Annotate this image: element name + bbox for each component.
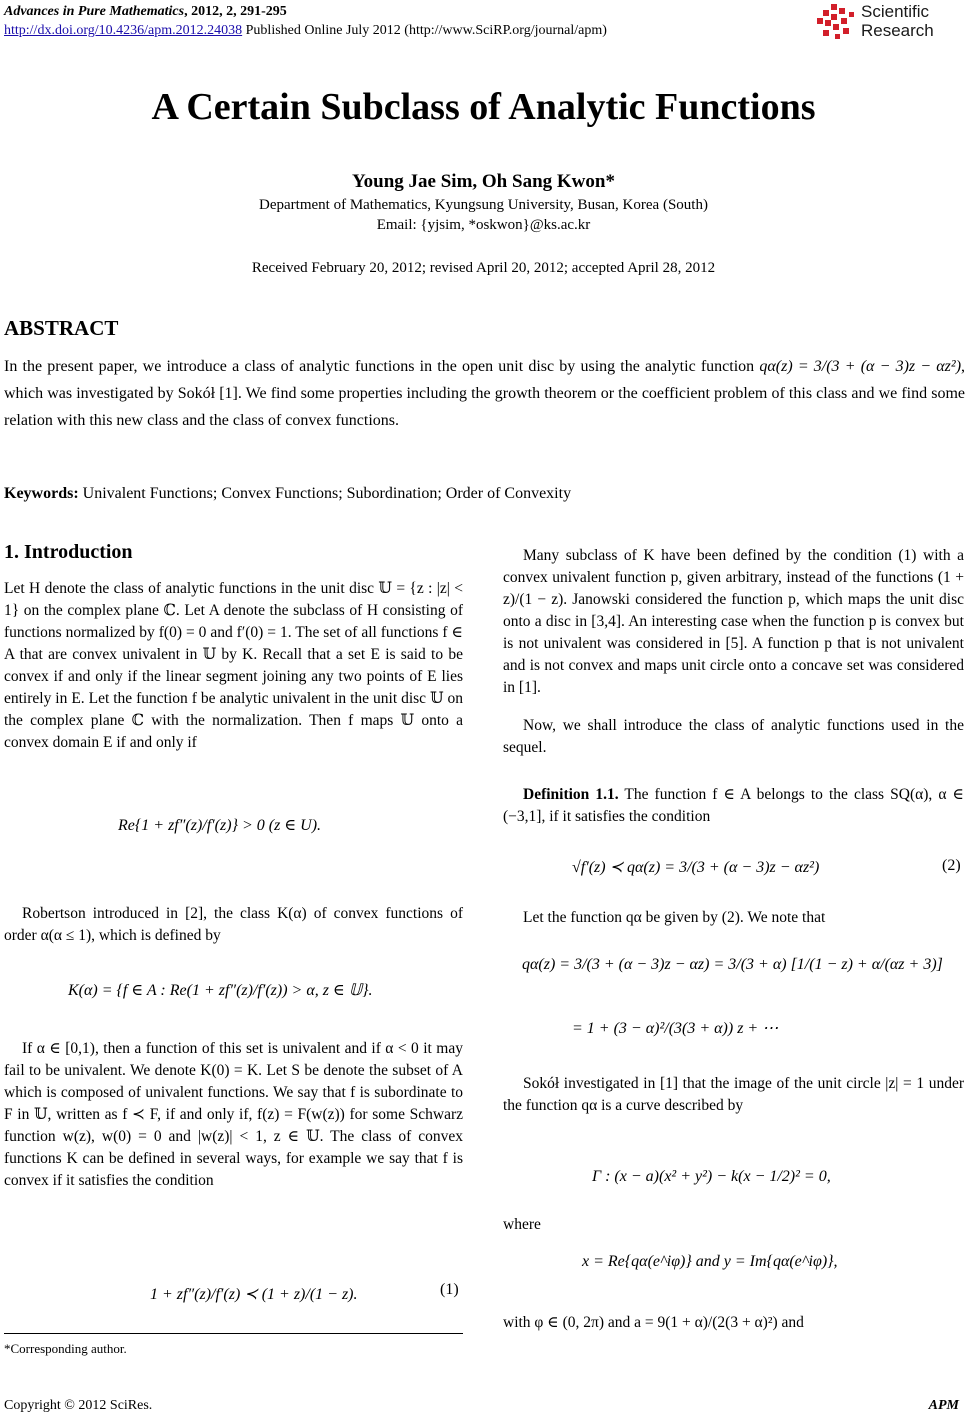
right-paragraph-4: Sokół investigated in [1] that the image of the unit circle |z| = 1 under the function qα is a curve described by (503, 1075, 964, 1114)
abstract-body (4, 353, 965, 434)
equation-3b: = 1 + (3 − α)²/(3(3 + α)) z + ⋯ (572, 1020, 779, 1037)
equation-1-number: (1) (440, 1281, 459, 1298)
equation-gamma: Γ : (x − a)(x² + y²) − k(x − 1/2)² = 0, (592, 1168, 831, 1185)
scirp-logo-icon (817, 4, 857, 40)
copyright: Copyright © 2012 SciRes. (4, 1398, 153, 1413)
doi-link[interactable]: http://dx.doi.org/10.4236/apm.2012.24038 (4, 23, 243, 38)
abstract-text-2: , which was investigated by Sokół [1]. We find some properties including the growth theorem or the coefficient problem of this class and we find some relation with this new class and the class of convex functions. (4, 358, 966, 429)
equation-order: K(α) = {f ∈ A : Re(1 + zf″(z)/f′(z)) > α, z ∈ 𝕌}. (68, 982, 373, 999)
footnote-rule (4, 1333, 463, 1334)
journal-header (4, 2, 607, 40)
publication-info: Published Online July 2012 (http://www.SciRP.org/journal/apm) (245, 23, 607, 38)
keywords-text: Univalent Functions; Convex Functions; Subordination; Order of Convexity (82, 485, 572, 502)
abstract-text-1: In the present paper, we introduce a class of analytic functions in the open unit disc by using the analytic function (4, 358, 755, 375)
equation-1: 1 + zf″(z)/f′(z) ≺ (1 + z)/(1 − z). (150, 1286, 358, 1303)
equation-xy: x = Re{qα(e^iφ)} and y = Im{qα(e^iφ)}, (582, 1253, 838, 1270)
equation-3a: qα(z) = 3/(3 + (α − 3)z − αz) = 3/(3 + α) [1/(1 − z) + α/(αz + 3)] (522, 956, 943, 973)
section-heading: 1. Introduction (4, 541, 133, 563)
affiliation: Department of Mathematics, Kyungsung University, Busan, Korea (South) (259, 197, 708, 213)
logo-line-1: Scientific (861, 2, 930, 21)
right-paragraph-1: Many subclass of K have been defined by the condition (1) with a convex univalent function p, given arbitrary, instead of the functions (1 + z)/(1 − z). Janowski considered the function p, which maps the unit disc onto a disc in [3,4]. An interesting case when the function p is convex but is not univalent was considered in [5]. A function p that is not univalent and is not convex and maps unit circle onto a concave set was considered in [1]. (503, 547, 964, 696)
email: Email: {yjsim, *oskwon}@ks.ac.kr (376, 217, 591, 233)
abstract-formula: qα(z) = 3/(3 + (α − 3)z − αz²) (759, 358, 962, 375)
where-label: where (503, 1216, 541, 1233)
right-paragraph-2: Now, we shall introduce the class of analytic functions used in the sequel. (503, 717, 964, 756)
intro-paragraph-3: If α ∈ [0,1), then a function of this set is univalent and if α < 0 it may fail to be univalent. We denote K(0) = K. Let S be denote the subset of A which is composed of univalent functions. We say that f is subordinate to F in 𝕌, written as f ≺ F, if and only if, f(z) = F(w(z)) for some Schwarz function w(z), w(0) = 0 and |w(z)| < 1, z ∈ 𝕌. The class of convex functions K can be defined in several ways, for example we say that f is convex if it satisfies the condition (4, 1040, 463, 1189)
paper-authors: Young Jae Sim, Oh Sang Kwon* (352, 171, 615, 192)
journal-name: Advances in Pure Mathematics (4, 4, 185, 19)
definition-label: Definition 1.1. (523, 786, 619, 803)
received-dates: Received February 20, 2012; revised April 20, 2012; accepted April 28, 2012 (251, 260, 716, 276)
right-paragraph-3: Let the function qα be given by (2). We note that (523, 909, 826, 926)
abstract-heading: ABSTRACT (4, 316, 119, 340)
publisher-logo (817, 2, 957, 42)
right-paragraph-with: with φ ∈ (0, 2π) and a = 9(1 + α)/(2(3 + α)²) and (503, 1314, 804, 1331)
paper-title: A Certain Subclass of Analytic Functions (151, 86, 816, 128)
journal-abbr: APM (928, 1398, 959, 1413)
intro-paragraph-2: Robertson introduced in [2], the class K(α) of convex functions of order α(α ≤ 1), which is defined by (4, 905, 463, 944)
keywords-label: Keywords: (4, 485, 79, 502)
definition-text: The function f ∈ A belongs to the class SQ(α), α ∈ (−3,1], if it satisfies the condition (503, 786, 964, 825)
footnote: *Corresponding author. (4, 1341, 127, 1356)
logo-line-2: Research (861, 21, 934, 40)
equation-2-number: (2) (942, 857, 961, 874)
keywords (4, 485, 571, 503)
equation-2: √f′(z) ≺ qα(z) = 3/(3 + (α − 3)z − αz²) (572, 859, 820, 876)
equation-convex: Re{1 + zf″(z)/f′(z)} > 0 (z ∈ U). (118, 817, 322, 834)
journal-volume: , 2012, 2, 291-295 (184, 4, 287, 19)
intro-paragraph-1: Let H denote the class of analytic functions in the unit disc 𝕌 = {z : |z| < 1} on the complex plane ℂ. Let A denote the subclass of H consisting of functions normalized by f(0) = 0 and f′(0) = 1. The set of all functions f ∈ A that are convex univalent in 𝕌 by K. Recall that a set E is said to be convex if and only if the linear segment joining any two points of E lies entirely in E. Let the function f be analytic univalent in the unit disc 𝕌 on the complex plane ℂ with the normalization. Then f maps 𝕌 onto a convex domain E if and only if (4, 580, 463, 751)
definition-1-1 (503, 784, 964, 828)
